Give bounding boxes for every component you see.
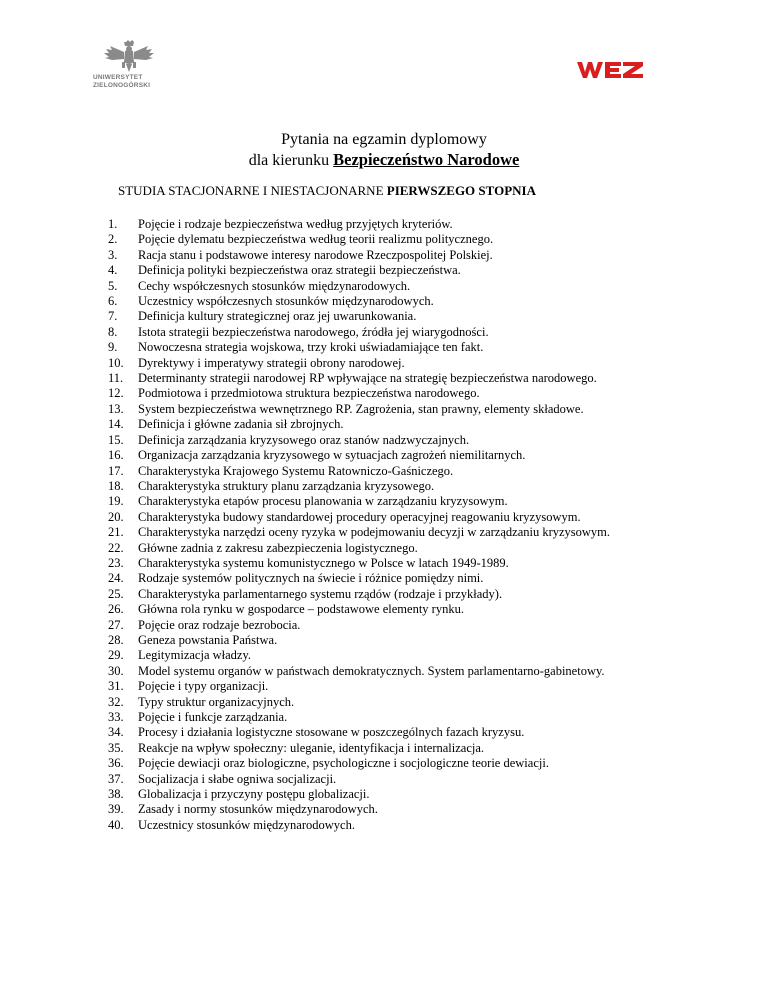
question-item [108,802,610,817]
question-item [108,479,610,494]
question-number: 17. [108,463,124,478]
question-item [108,356,610,371]
eagle-emblem-icon [92,40,164,76]
question-item [108,602,610,617]
question-text: Zasady i normy stosunków międzynarodowych. [138,802,378,817]
question-number: 34. [108,725,124,740]
question-text: Uczestnicy stosunków międzynarodowych. [138,817,355,832]
question-item [108,541,610,556]
question-number: 16. [108,448,124,463]
question-item [108,664,610,679]
question-number: 37. [108,771,124,786]
question-text: Charakterystyka etapów procesu planowania w zarządzaniu kryzysowym. [138,494,508,509]
question-text: Socjalizacja i słabe ogniwa socjalizacji. [138,771,337,786]
question-text: Reakcje na wpływ społeczny: uleganie, identyfikacja i internalizacja. [138,740,485,755]
question-item [108,248,610,263]
question-item [108,725,610,740]
question-text: Typy struktur organizacyjnych. [138,694,295,709]
question-item [108,648,610,663]
question-item [108,494,610,509]
university-name-line-1: UNIWERSYTET [93,74,143,81]
question-text: Rodzaje systemów politycznych na świecie i różnice pomiędzy nimi. [138,571,484,586]
question-item [108,325,610,340]
question-text: Definicja polityki bezpieczeństwa oraz strategii bezpieczeństwa. [138,263,461,278]
title-line-1: Pytania na egzamin dyplomowy [281,131,487,148]
question-text: Uczestnicy współczesnych stosunków międzynarodowych. [138,294,434,309]
question-number: 19. [108,494,124,509]
question-text: Charakterystyka struktury planu zarządzania kryzysowego. [138,478,435,493]
question-item [108,571,610,586]
question-item [108,263,610,278]
question-text: Istota strategii bezpieczeństwa narodowego, źródła jej wiarygodności. [138,324,489,339]
question-text: Pojęcie i rodzaje bezpieczeństwa według przyjętych kryteriów. [138,217,453,231]
question-item [108,556,610,571]
question-number: 35. [108,740,124,755]
question-number: 12. [108,386,124,401]
question-number: 20. [108,509,124,524]
question-text: Charakterystyka narzędzi oceny ryzyka w podejmowaniu decyzji w zarządzaniu kryzysowym. [138,525,611,540]
question-text: Charakterystyka systemu komunistycznego w Polsce w latach 1949-1989. [138,555,509,570]
question-text: Dyrektywy i imperatywy strategii obrony narodowej. [138,355,405,370]
question-item [108,587,610,602]
question-item [108,633,610,648]
question-text: Główna rola rynku w gospodarce – podstawowe elementy rynku. [138,602,464,617]
question-text: Definicja i główne zadania sił zbrojnych. [138,417,344,432]
question-number: 18. [108,478,124,493]
question-text: Pojęcie dylematu bezpieczeństwa według teorii realizmu politycznego. [138,232,494,247]
question-text: Główne zadnia z zakresu zabezpieczenia logistycznego. [138,540,418,555]
question-text: System bezpieczeństwa wewnętrznego RP. Zagrożenia, stan prawny, elementy składowe. [138,401,584,416]
question-text: Charakterystyka budowy standardowej procedury operacyjnej reagowaniu kryzysowym. [138,509,581,524]
question-number: 25. [108,586,124,601]
question-text: Geneza powstania Państwa. [138,632,278,647]
question-text: Cechy współczesnych stosunków międzynarodowych. [138,278,411,293]
question-item [108,525,610,540]
university-name [93,74,150,90]
question-item [108,710,610,725]
question-text: Pojęcie i funkcje zarządzania. [138,710,288,724]
question-number: 24. [108,571,124,586]
question-text: Charakterystyka Krajowego Systemu Ratowniczo-Gaśniczego. [138,463,454,478]
question-text: Definicja zarządzania kryzysowego oraz stanów nadzwyczajnych. [138,432,470,447]
field-of-study: Bezpieczeństwo Narodowe [333,150,520,169]
question-item [108,464,610,479]
question-number: 36. [108,756,124,771]
question-number: 32. [108,694,124,709]
study-level-heading [118,183,536,199]
question-number: 10. [108,355,124,370]
question-number: 5. [108,278,118,293]
question-number: 30. [108,663,124,678]
question-text: Pojęcie i typy organizacji. [138,679,269,694]
question-text: Globalizacja i przyczyny postępu globalizacji. [138,787,370,802]
question-number: 7. [108,309,118,324]
question-number: 13. [108,401,124,416]
question-number: 4. [108,263,118,278]
title-line-2-prefix: dla kierunku [248,152,334,169]
question-text: Pojęcie dewiacji oraz biologiczne, psychologiczne i socjologiczne teorie dewiacji. [138,756,549,771]
question-text: Legitymizacja władzy. [138,648,252,663]
question-item [108,386,610,401]
document-title [0,130,768,171]
question-item [108,741,610,756]
study-degree: PIERWSZEGO STOPNIA [386,183,536,198]
question-item [108,679,610,694]
question-number: 9. [108,340,118,355]
question-text: Charakterystyka parlamentarnego systemu rządów (rodzaje i przykłady). [138,586,503,601]
question-item [108,217,610,232]
question-number: 28. [108,632,124,647]
question-number: 6. [108,294,118,309]
question-item [108,695,610,710]
university-logo [92,40,164,100]
university-name-line-2: ZIELONOGÓRSKI [93,82,151,89]
question-number: 29. [108,648,124,663]
question-text: Definicja kultury strategicznej oraz jej uwarunkowania. [138,309,417,324]
question-number: 21. [108,525,124,540]
question-number: 3. [108,247,118,262]
question-number: 11. [108,371,124,386]
question-number: 26. [108,602,124,617]
question-number: 31. [108,679,124,694]
wez-logo-icon [577,60,657,80]
question-number: 23. [108,555,124,570]
question-number: 22. [108,540,124,555]
question-number: 33. [108,710,124,724]
question-number: 15. [108,432,124,447]
question-item [108,772,610,787]
question-item [108,787,610,802]
question-text: Determinanty strategii narodowej RP wpływające na strategię bezpieczeństwa narodowego. [138,371,597,386]
question-text: Organizacja zarządzania kryzysowego w sytuacjach zagrożeń niemilitarnych. [138,448,526,463]
question-number: 39. [108,802,124,817]
questions-list [108,217,610,833]
question-item [108,818,610,833]
question-number: 1. [108,217,118,231]
question-item [108,417,610,432]
question-text: Nowoczesna strategia wojskowa, trzy kroki uświadamiające ten fakt. [138,340,484,355]
question-number: 14. [108,417,124,432]
question-item [108,756,610,771]
question-item [108,340,610,355]
question-number: 27. [108,617,124,632]
question-item [108,309,610,324]
question-number: 8. [108,324,118,339]
question-item [108,371,610,386]
question-item [108,433,610,448]
question-item [108,294,610,309]
title-line-2 [0,150,768,171]
question-item [108,402,610,417]
question-text: Racja stanu i podstawowe interesy narodowe Rzeczpospolitej Polskiej. [138,247,493,262]
question-number: 40. [108,817,124,832]
question-text: Procesy i działania logistyczne stosowane w poszczególnych fazach kryzysu. [138,725,525,740]
question-item [108,448,610,463]
question-number: 38. [108,787,124,802]
question-item [108,232,610,247]
question-text: Pojęcie oraz rodzaje bezrobocia. [138,617,301,632]
question-number: 2. [108,232,118,247]
question-text: Model systemu organów w państwach demokratycznych. System parlamentarno-gabinetowy. [138,663,605,678]
question-item [108,279,610,294]
faculty-logo [577,60,657,80]
question-item [108,510,610,525]
question-item [108,618,610,633]
question-text: Podmiotowa i przedmiotowa struktura bezpieczeństwa narodowego. [138,386,480,401]
study-mode: STUDIA STACJONARNE I NIESTACJONARNE [118,183,387,198]
